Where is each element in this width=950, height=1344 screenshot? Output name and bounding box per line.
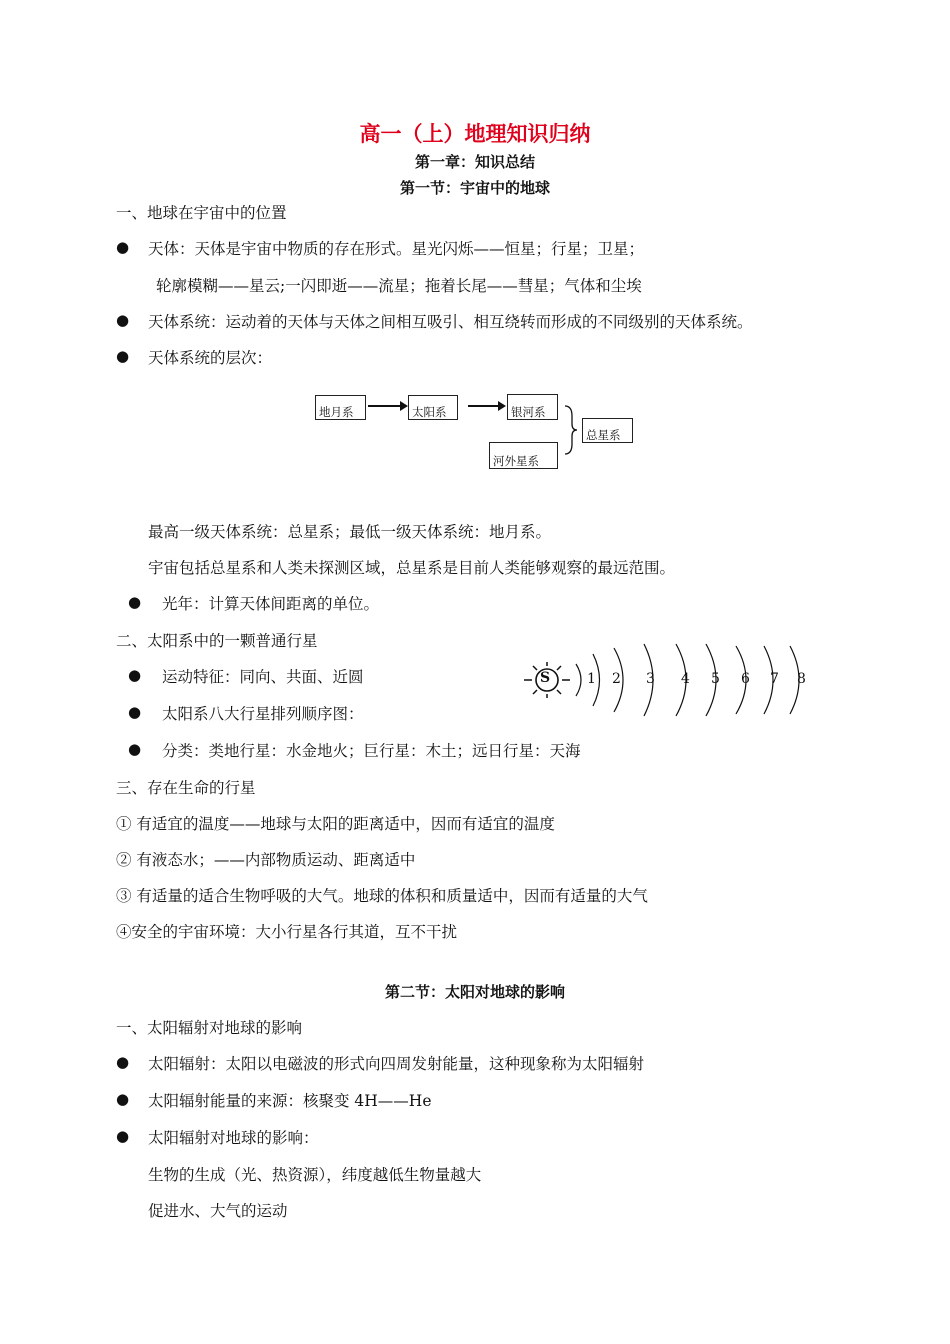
solar-system-diagram bbox=[520, 640, 815, 720]
condition-1-text: ① 有适宜的温度——地球与太阳的距离适中，因而有适宜的温度 bbox=[116, 815, 555, 833]
bullet-icon: ● bbox=[128, 740, 142, 758]
solar-radiation-text: 太阳辐射：太阳以电磁波的形式向四周发射能量，这种现象称为太阳辐射 bbox=[148, 1055, 645, 1073]
box-earth-moon: 地月系 bbox=[315, 395, 366, 420]
planet-order-text: 太阳系八大行星排列顺序图： bbox=[162, 705, 364, 723]
celestial-system-text: 天体系统：运动着的天体与天体之间相互吸引、相互绕转而形成的不同级别的天体系统。 bbox=[148, 313, 753, 331]
system-levels-label: 天体系统的层次： bbox=[148, 349, 273, 367]
impact-2-text: 促进水、大气的运动 bbox=[148, 1202, 288, 1220]
part-3-heading: 三、存在生命的行星 bbox=[116, 779, 256, 797]
document-title: 高一（上）地理知识归纳 bbox=[359, 122, 591, 146]
bullet-icon: ● bbox=[116, 238, 130, 256]
highest-system-text: 最高一级天体系统：总星系；最低一级天体系统：地月系。 bbox=[148, 523, 552, 541]
bullet-icon: ● bbox=[116, 347, 130, 365]
planet-label: 1 bbox=[587, 671, 596, 687]
part-2-heading: 二、太阳系中的一颗普通行星 bbox=[116, 632, 318, 650]
planet-label: 4 bbox=[681, 671, 690, 687]
section-2-heading: 第二节：太阳对地球的影响 bbox=[384, 983, 565, 1001]
box-solar-system: 太阳系 bbox=[408, 395, 458, 420]
radiation-source-text: 太阳辐射能量的来源：核聚变 4H——He bbox=[148, 1092, 432, 1110]
planet-label: 5 bbox=[711, 671, 720, 687]
chapter-heading: 第一章：知识总结 bbox=[414, 153, 535, 171]
bullet-icon: ● bbox=[116, 1127, 130, 1145]
universe-text: 宇宙包括总星系和人类未探测区域，总星系是目前人类能够观察的最远范围。 bbox=[148, 559, 676, 577]
impact-1-text: 生物的生成（光、热资源），纬度越低生物量越大 bbox=[148, 1166, 482, 1184]
section-2-part-1-heading: 一、太阳辐射对地球的影响 bbox=[116, 1019, 303, 1037]
brace-icon bbox=[562, 404, 580, 456]
planet-label: 6 bbox=[741, 671, 750, 687]
radiation-impact-label: 太阳辐射对地球的影响： bbox=[148, 1129, 319, 1147]
bullet-icon: ● bbox=[128, 666, 142, 684]
planet-label: 3 bbox=[646, 671, 655, 687]
celestial-body-text-2: 轮廓模糊——星云;一闪即逝——流星；拖着长尾——彗星；气体和尘埃 bbox=[156, 277, 642, 295]
celestial-body-text: 天体：天体是宇宙中物质的存在形式。星光闪烁——恒星；行星；卫星； bbox=[148, 240, 645, 258]
box-extragalactic: 河外星系 bbox=[489, 442, 558, 469]
planet-label: 8 bbox=[797, 671, 806, 687]
condition-4-text: ④安全的宇宙环境：大小行星各行其道，互不干扰 bbox=[116, 923, 458, 941]
motion-feature-text: 运动特征：同向、共面、近圆 bbox=[162, 668, 364, 686]
light-year-text: 光年：计算天体间距离的单位。 bbox=[162, 595, 380, 613]
bullet-icon: ● bbox=[116, 311, 130, 329]
classification-text: 分类：类地行星：水金地火；巨行星：木土；远日行星：天海 bbox=[162, 742, 581, 760]
planet-label: 2 bbox=[612, 671, 621, 687]
condition-3-text: ③ 有适量的适合生物呼吸的大气。地球的体积和质量适中，因而有适量的大气 bbox=[116, 887, 648, 905]
sun-label: S bbox=[540, 670, 551, 686]
bullet-icon: ● bbox=[128, 593, 142, 611]
section-1-heading: 第一节：宇宙中的地球 bbox=[399, 179, 550, 197]
box-universe: 总星系 bbox=[582, 418, 633, 443]
part-1-heading: 一、地球在宇宙中的位置 bbox=[116, 204, 287, 222]
condition-2-text: ② 有液态水；——内部物质运动、距离适中 bbox=[116, 851, 416, 869]
box-milky-way: 银河系 bbox=[507, 394, 558, 420]
bullet-icon: ● bbox=[116, 1090, 130, 1108]
planet-label: 7 bbox=[770, 671, 779, 687]
arrow-icons bbox=[360, 395, 520, 415]
bullet-icon: ● bbox=[128, 703, 142, 721]
bullet-icon: ● bbox=[116, 1053, 130, 1071]
